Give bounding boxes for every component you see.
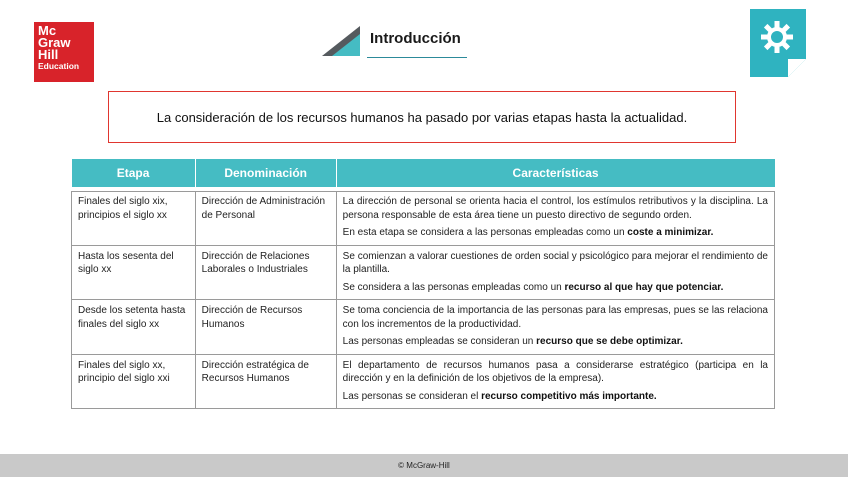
caracteristicas-text: El departamento de recursos humanos pasa a considerarse estratégico (participa en la dirección y en la definición de los objetivos de la empresa).	[342, 359, 768, 384]
gear-document-icon	[750, 9, 806, 77]
header-caracteristicas: Características	[336, 159, 774, 189]
etapa-cell: Hasta los sesenta del siglo xx	[72, 245, 196, 300]
etapa-cell: Finales del siglo xix, principios el siglo xx	[72, 189, 196, 245]
caracteristicas-cell	[336, 189, 774, 245]
title-triangle-icon	[320, 24, 366, 58]
caracteristicas-cell	[336, 354, 774, 409]
intro-callout	[108, 91, 736, 143]
caracteristicas-text: Se toma conciencia de la importancia de las personas para las empresas, pues se las relaciona con los incrementos de la productividad.	[342, 305, 768, 330]
page-title-block	[320, 24, 470, 58]
caracteristicas-note: Las personas empleadas se consideran un recurso que se debe optimizar.	[342, 336, 683, 347]
header-denominacion: Denominación	[195, 159, 336, 189]
denominacion-cell: Dirección de Recursos Humanos	[195, 300, 336, 355]
header-etapa: Etapa	[72, 159, 196, 189]
hr-stages-table	[71, 159, 775, 409]
table-row	[72, 354, 775, 409]
table-header-row	[72, 159, 775, 189]
page-title: Introducción	[370, 30, 461, 47]
caracteristicas-note: En esta etapa se considera a las personas empleadas como un coste a minimizar.	[342, 227, 714, 238]
mcgraw-hill-logo: Mc Graw Hill Education	[34, 22, 94, 82]
caracteristicas-note: Se considera a las personas empleadas como un recurso al que hay que potenciar.	[342, 281, 724, 293]
callout-text: La consideración de los recursos humanos ha pasado por varias etapas hasta la actualidad.	[156, 109, 688, 125]
denominacion-cell: Dirección estratégica de Recursos Humanos	[195, 354, 336, 409]
table-row	[72, 189, 775, 245]
title-underline	[367, 57, 467, 58]
footer-bar	[0, 454, 848, 477]
etapa-cell: Finales del siglo xx, principio del siglo xxi	[72, 354, 196, 409]
etapa-cell: Desde los setenta hasta finales del siglo xx	[72, 300, 196, 355]
caracteristicas-cell	[336, 245, 774, 300]
table-row	[72, 300, 775, 355]
table-row	[72, 245, 775, 300]
caracteristicas-cell	[336, 300, 774, 355]
caracteristicas-note: Las personas se consideran el recurso competitivo más importante.	[342, 390, 657, 402]
denominacion-cell: Dirección de Administración de Personal	[195, 189, 336, 245]
caracteristicas-text: Se comienzan a valorar cuestiones de orden social y psicológico para mejorar el rendimiento de la plantilla.	[342, 250, 768, 275]
copyright-text: © McGraw-Hill	[398, 461, 450, 470]
caracteristicas-text: La dirección de personal se orienta hacia el control, los estímulos retributivos y la disciplina. La persona responsable de esta área tiene un puesto directivo de segundo orden.	[342, 196, 768, 221]
denominacion-cell: Dirección de Relaciones Laborales o Industriales	[195, 245, 336, 300]
